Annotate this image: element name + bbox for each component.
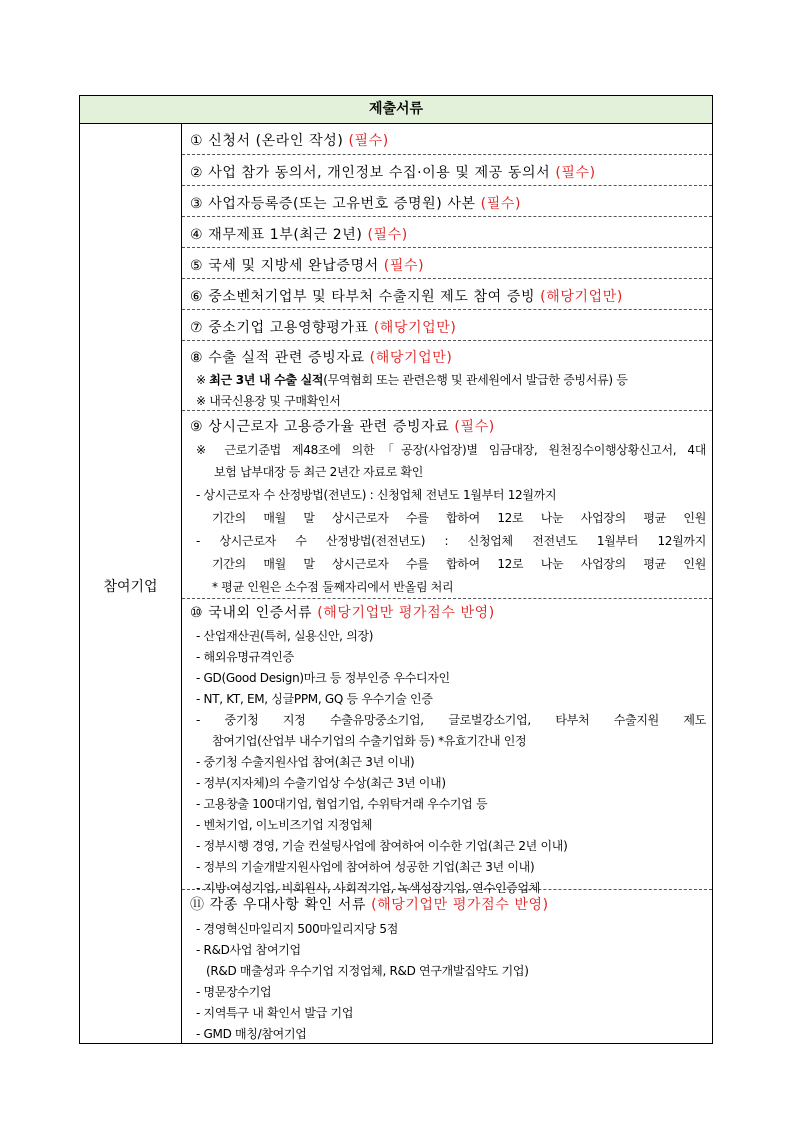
list-item: - 벤처기업, 이노비즈기업 지정업체 (196, 818, 373, 832)
section-5-title: ⑤ 국세 및 지방세 완납증명서 (필수) (190, 258, 425, 274)
list-item: - 해외유명규격인증 (196, 650, 294, 664)
section-9-line-2: 보험 납부대장 등 최근 2년간 자료로 확인 (214, 465, 424, 479)
section-10-title: ⑩ 국내외 인증서류 (해당기업만 평가점수 반영) (190, 605, 495, 621)
section-3-title: ③ 사업자등록증(또는 고유번호 증명원) 사본 (필수) (190, 196, 522, 212)
section-9-line-6: 기간의 매월 말 상시근로자 수를 합하여 12로 나눈 사업장의 평균 인원 (212, 557, 706, 571)
section-8-note-2: ※ 내국신용장 및 구매확인서 (196, 394, 341, 408)
list-item: - GD(Good Design)마크 등 정부인증 우수디자인 (196, 671, 450, 685)
section-6 (182, 279, 712, 310)
section-5 (182, 248, 712, 279)
list-item: - 명문장수기업 (196, 985, 272, 999)
category-label: 참여기업 (103, 579, 158, 595)
section-9 (182, 411, 712, 599)
list-item: - 지방·여성기업, 비회원사, 사회적기업, 녹색성장기업, 연수인증업체 (196, 881, 541, 895)
section-9-line-4: 기간의 매월 말 상시근로자 수를 합하여 12로 나눈 사업장의 평균 인원 (212, 511, 706, 525)
list-item: - 지역특구 내 확인서 발급 기업 (196, 1006, 354, 1020)
section-1-title: ① 신청서 (온라인 작성) (필수) (190, 133, 389, 149)
section-2 (182, 155, 712, 186)
list-item: - 산업재산권(특허, 실용신안, 의장) (196, 629, 374, 643)
section-9-title: ⑨ 상시근로자 고용증가율 관련 증빙자료 (필수) (190, 419, 495, 435)
section-7-title: ⑦ 중소기업 고용영향평가표 (해당기업만) (190, 320, 457, 336)
section-11 (182, 890, 712, 1044)
section-9-line-3: - 상시근로자 수 산정방법(전년도) : 신청업체 전년도 1월부터 12월까지 (196, 488, 557, 502)
section-4 (182, 217, 712, 248)
section-1 (182, 124, 712, 155)
section-9-line-1: ※ 근로기준법 제48조에 의한「공장(사업장)별 임금대장, 원천징수이행상황신고서, 4대 (196, 443, 706, 457)
category-cell (80, 124, 182, 1043)
list-item: (R&D 매출성과 우수기업 지정업체, R&D 연구개발집약도 기업) (206, 964, 529, 978)
section-11-title: ⑪ 각종 우대사항 확인 서류 (해당기업만 평가점수 반영) (190, 897, 549, 913)
table-header: 제출서류 (80, 96, 712, 124)
section-8-title: ⑧ 수출 실적 관련 증빙자료 (해당기업만) (190, 350, 453, 366)
section-4-title: ④ 재무제표 1부(최근 2년) (필수) (190, 227, 408, 243)
list-item: - 정부(지자체)의 수출기업상 수상(최근 3년 이내) (196, 776, 446, 790)
section-9-line-7: * 평균 인원은 소수점 둘째자리에서 반올림 처리 (212, 580, 454, 594)
list-item: - 중기청 지정 수출유망중소기업, 글로벌강소기업, 타부처 수출지원 제도 (196, 713, 706, 727)
document-table (79, 95, 713, 1044)
section-7 (182, 310, 712, 341)
list-item: - 정부시행 경영, 기술 컨설팅사업에 참여하여 이수한 기업(최근 2년 이내) (196, 839, 568, 853)
section-3 (182, 186, 712, 217)
list-item: 참여기업(산업부 내수기업의 수출기업화 등) *유효기간내 인정 (212, 734, 527, 748)
section-10 (182, 599, 712, 895)
section-2-title: ② 사업 참가 동의서, 개인정보 수집·이용 및 제공 동의서 (필수) (190, 165, 596, 181)
section-8 (182, 341, 712, 411)
list-item: - NT, KT, EM, 싱글PPM, GQ 등 우수기술 인증 (196, 692, 433, 706)
section-8-note-1: ※ 최근 3년 내 수출 실적(무역협회 또는 관련은행 및 관세원에서 발급한 증빙서류) 등 (196, 373, 628, 387)
documents-column (182, 124, 712, 1043)
list-item: - R&D사업 참여기업 (196, 943, 301, 957)
list-item: - GMD 매칭/참여기업 (196, 1027, 307, 1041)
list-item: - 정부의 기술개발지원사업에 참여하여 성공한 기업(최근 3년 이내) (196, 860, 535, 874)
list-item: - 경영혁신마일리지 500마일리지당 5점 (196, 922, 399, 936)
section-6-title: ⑥ 중소벤처기업부 및 타부처 수출지원 제도 참여 증빙 (해당기업만) (190, 289, 623, 305)
list-item: - 중기청 수출지원사업 참여(최근 3년 이내) (196, 755, 415, 769)
list-item: - 고용창출 100대기업, 협업기업, 수위탁거래 우수기업 등 (196, 797, 488, 811)
section-9-line-5: - 상시근로자 수 산정방법(전전년도) : 신청업체 전전년도 1월부터 12월까지 (196, 534, 706, 548)
